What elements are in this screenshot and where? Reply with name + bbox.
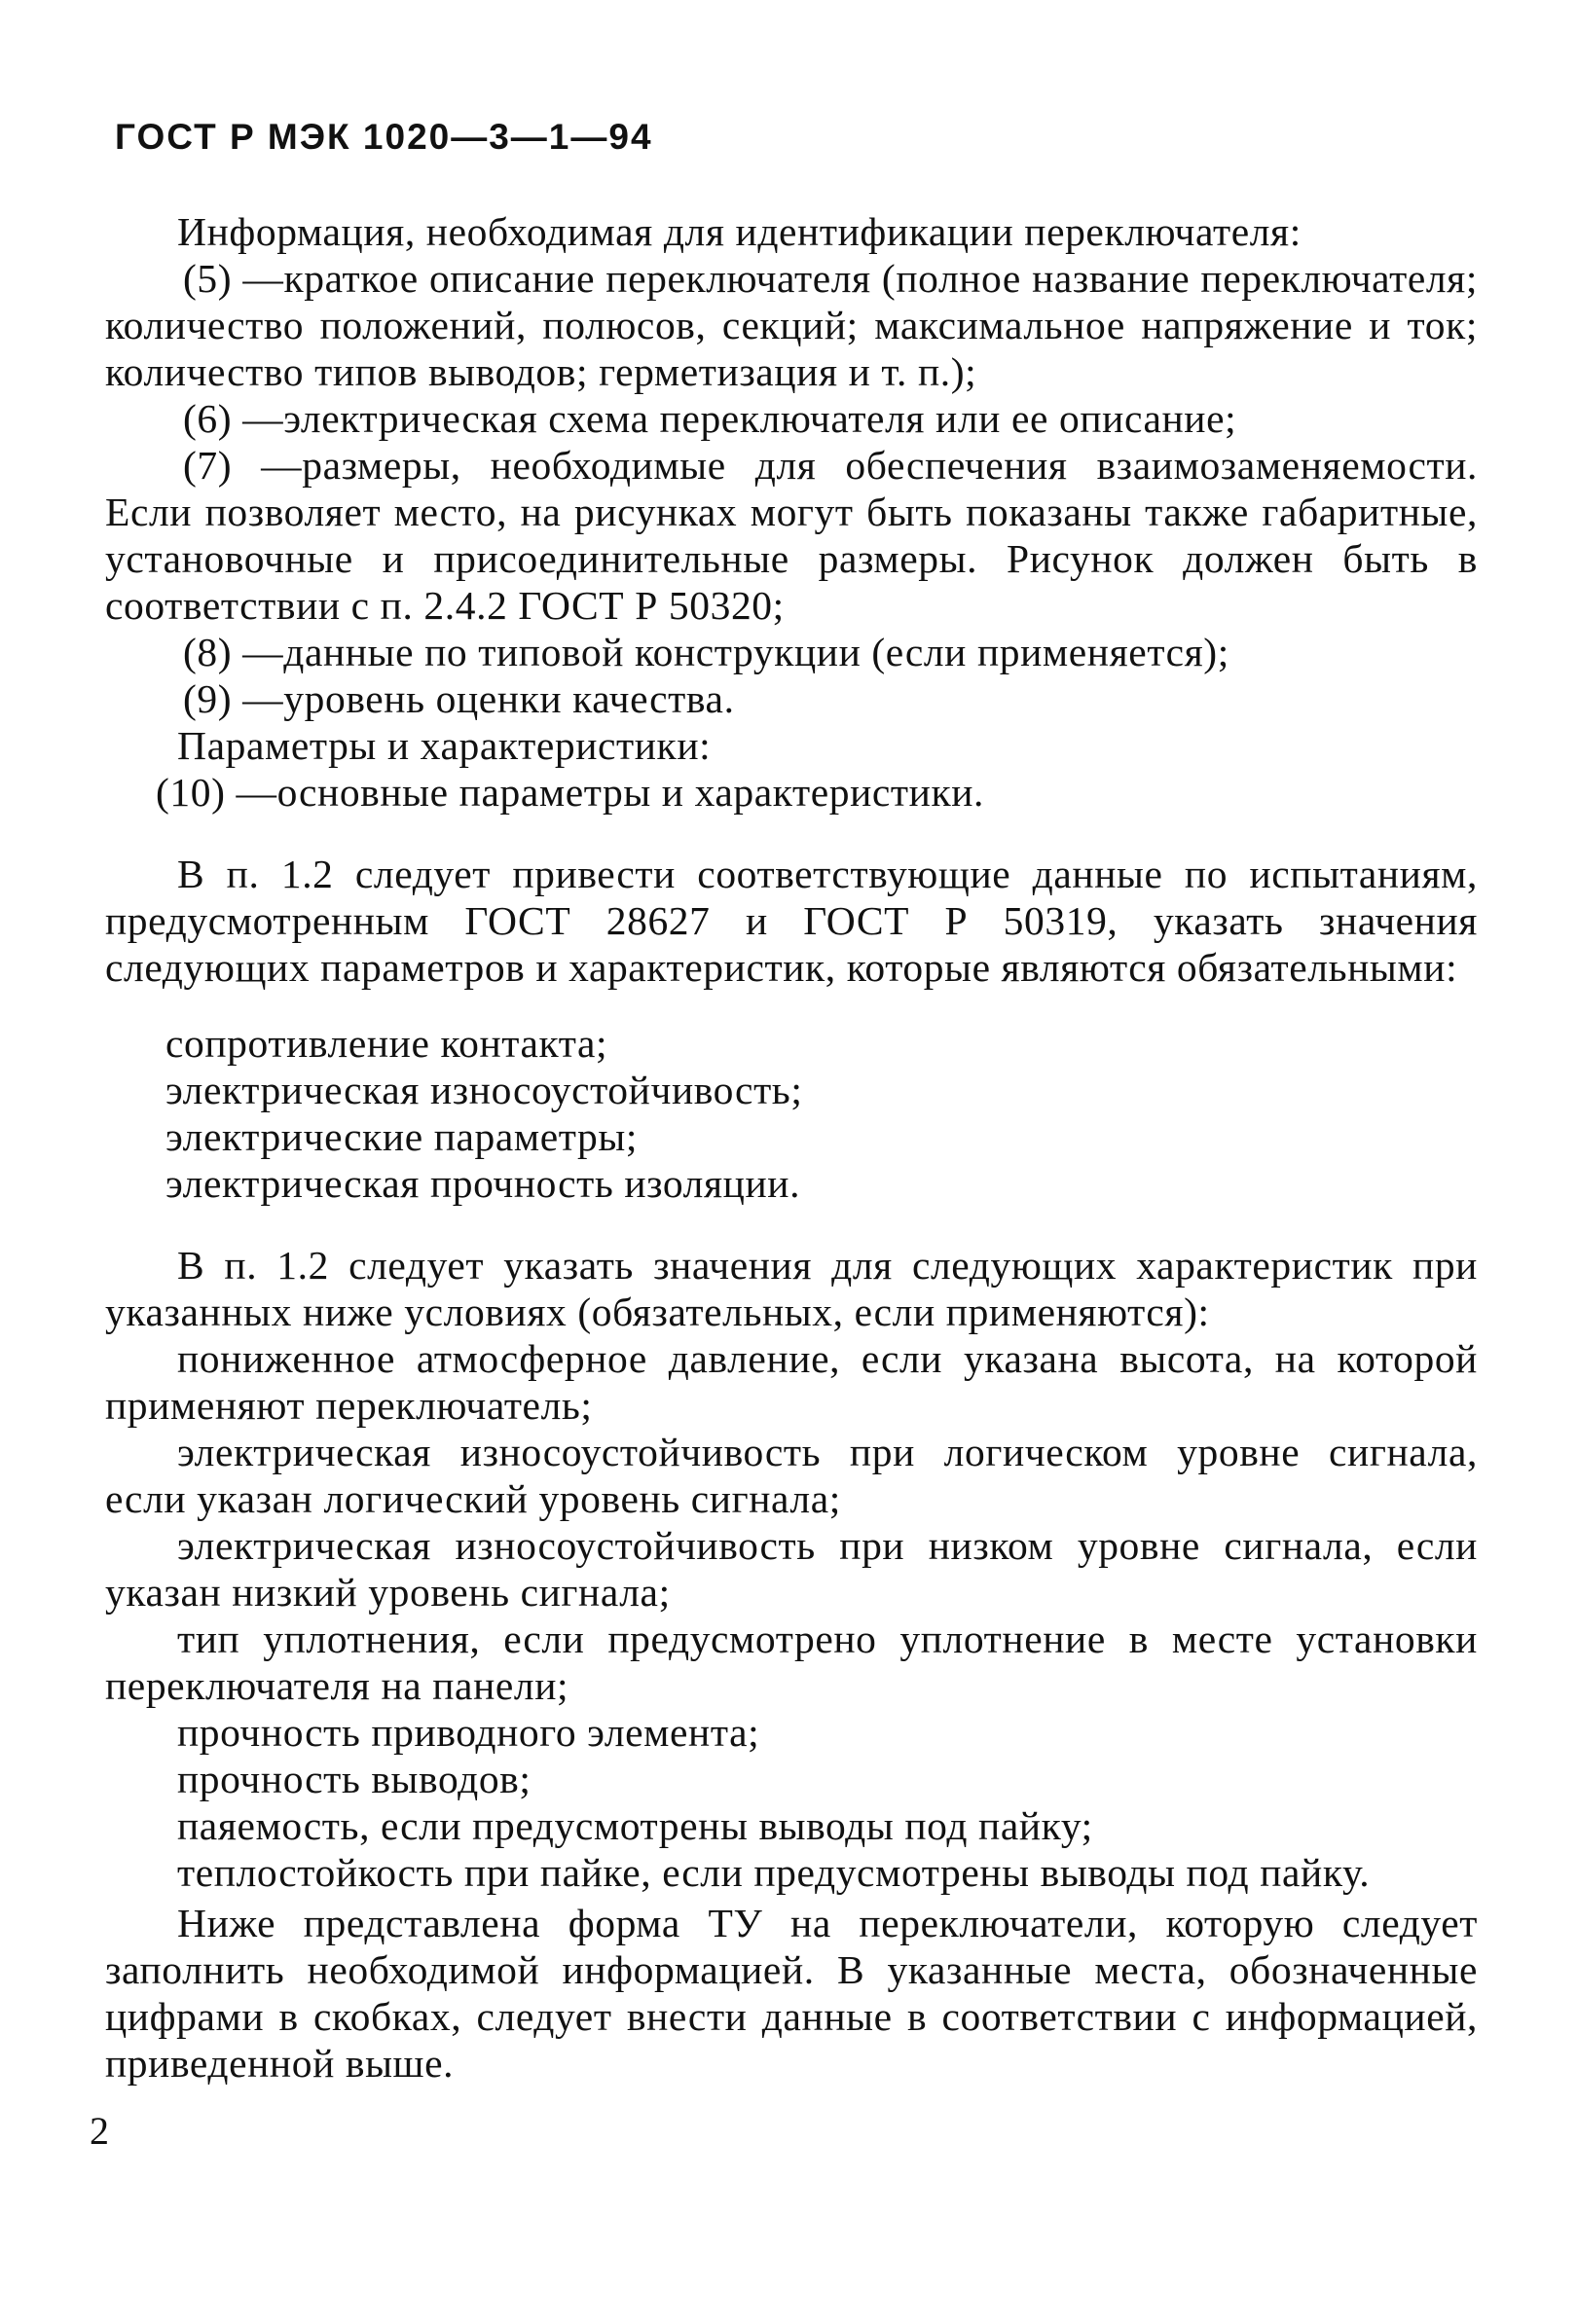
closing-paragraph: Ниже представлена форма ТУ на переключатели, которую следует заполнить необходимой информацией. В указанные места, обозначенные цифрами в скобках, следует внести данные в соответствии с информацией, приведенной выше. bbox=[105, 1901, 1478, 2086]
list-item: сопротивление контакта; bbox=[165, 1021, 608, 1066]
list-item: электрические параметры; bbox=[165, 1114, 639, 1159]
params-intro: Параметры и характеристики: bbox=[177, 723, 712, 768]
conditional-clause: В п. 1.2 следует указать значения для следующих характеристик при указанных ниже условиях (обязательных, если применяются): bbox=[105, 1243, 1478, 1334]
mandatory-clause: В п. 1.2 следует привести соответствующие данные по испытаниям, предусмотренным ГОСТ 28627 и ГОСТ Р 50319, указать значения следующих параметров и характеристик, которые являются обязательными: bbox=[105, 852, 1478, 990]
page-number: 2 bbox=[90, 2109, 109, 2153]
mandatory-list bbox=[105, 1020, 1478, 1207]
list-item: паяемость, если предусмотрены выводы под пайку; bbox=[177, 1803, 1093, 1848]
list-item: прочность приводного элемента; bbox=[177, 1710, 760, 1755]
list-item: электрическая прочность изоляции. bbox=[165, 1161, 801, 1206]
list-item: тип уплотнения, если предусмотрено уплотнение в месте установки переключателя на панели; bbox=[105, 1616, 1478, 1708]
list-item: электрическая износоустойчивость при логическом уровне сигнала, если указан логический уровень сигнала; bbox=[105, 1430, 1478, 1521]
document-code-header: ГОСТ Р МЭК 1020—3—1—94 bbox=[115, 117, 653, 157]
item-6-paragraph: (6) —электрическая схема переключателя или ее описание; bbox=[183, 396, 1237, 441]
list-item: электрическая износоустойчивость при низком уровне сигнала, если указан низкий уровень сигнала; bbox=[105, 1523, 1478, 1615]
identification-intro: Информация, необходимая для идентификации переключателя: bbox=[177, 209, 1302, 254]
item-5-paragraph: (5) —краткое описание переключателя (полное название переключателя; количество положений, полюсов, секций; максимальное напряжение и ток; количество типов выводов; герметизация и т. п.); bbox=[105, 256, 1478, 394]
list-item: пониженное атмосферное давление, если указана высота, на которой применяют переключатель; bbox=[105, 1336, 1478, 1428]
item-8-paragraph: (8) —данные по типовой конструкции (если применяется); bbox=[183, 630, 1229, 674]
item-9-paragraph: (9) —уровень оценки качества. bbox=[183, 676, 735, 721]
conditional-list bbox=[105, 1335, 1478, 1896]
list-item: электрическая износоустойчивость; bbox=[165, 1068, 803, 1112]
list-item: прочность выводов; bbox=[177, 1757, 532, 1801]
item-7-paragraph: (7) —размеры, необходимые для обеспечения взаимозаменяемости. Если позволяет место, на рисунках могут быть показаны также габаритные, установочные и присоединительные размеры. Рисунок должен быть в соответствии с п. 2.4.2 ГОСТ Р 50320; bbox=[105, 443, 1478, 628]
list-item: теплостойкость при пайке, если предусмотрены выводы под пайку. bbox=[177, 1850, 1371, 1895]
document-body bbox=[105, 204, 1478, 2087]
item-10-paragraph: (10) —основные параметры и характеристики. bbox=[156, 770, 985, 815]
